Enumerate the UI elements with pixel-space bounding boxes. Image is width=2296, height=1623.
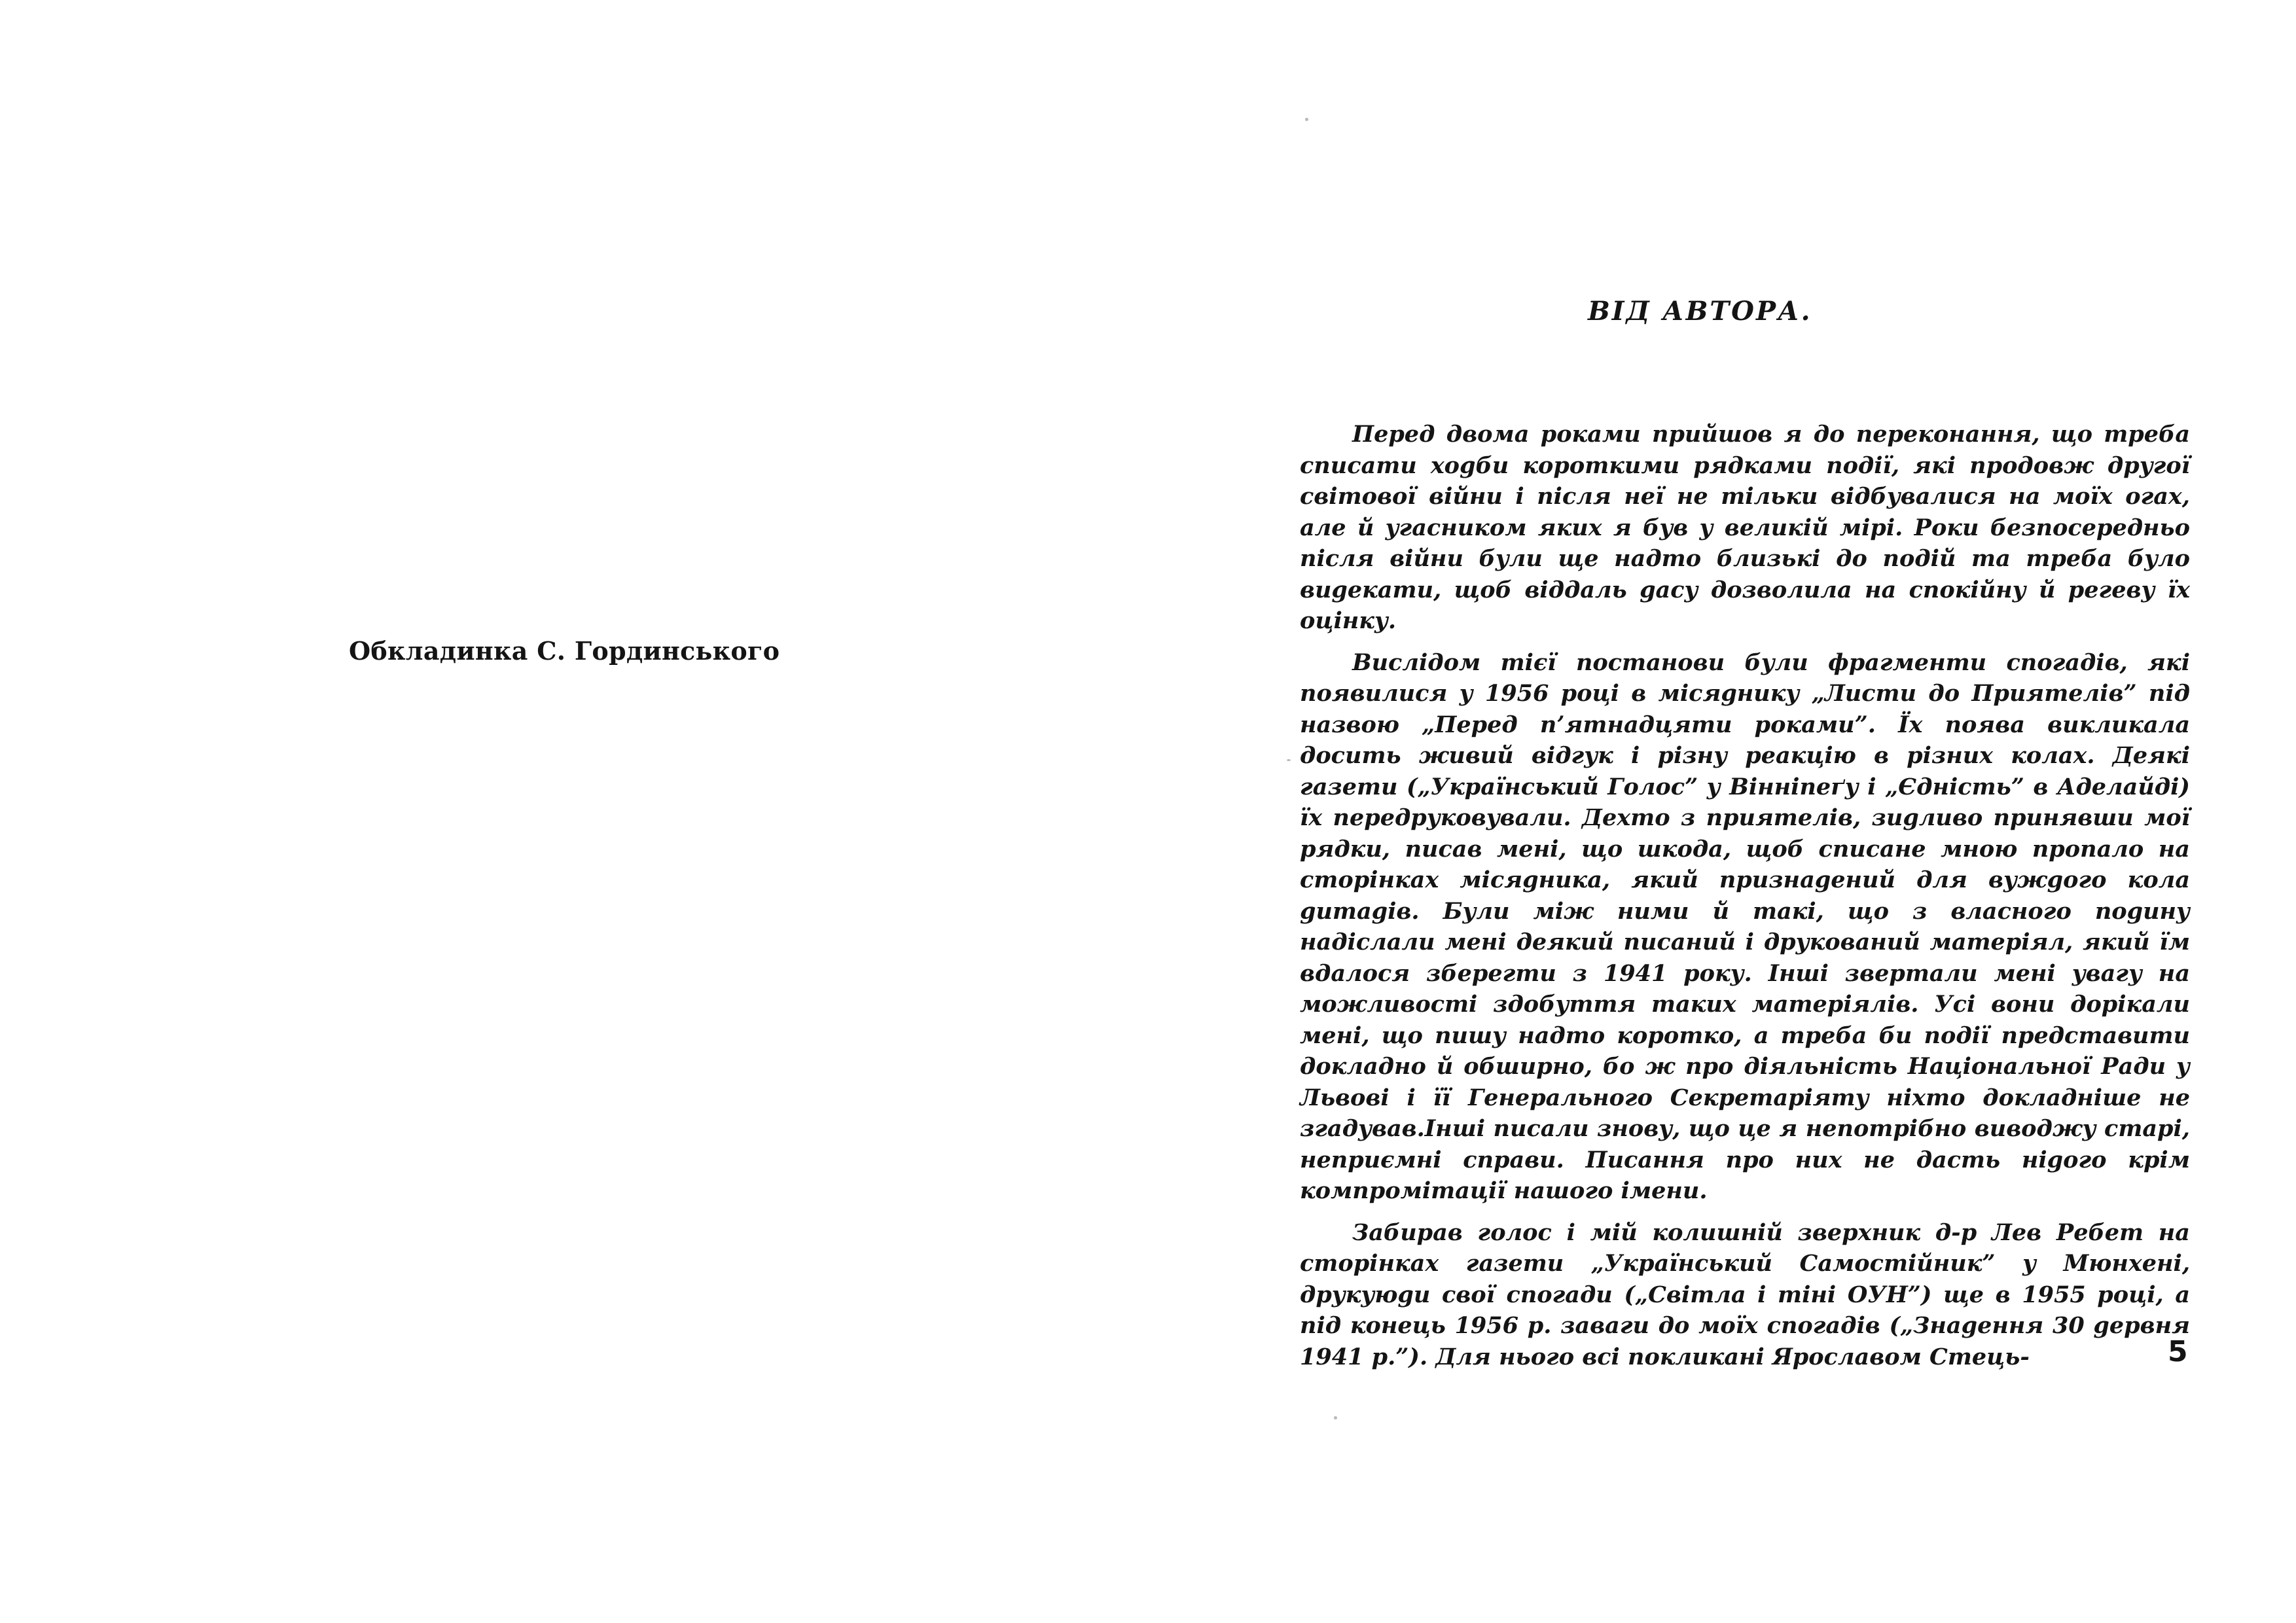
paragraph: Вислідом тієї постанови були фрагменти спогадів, які появилися у 1956 році в місяgнику „Листи до Приятелів” під назвою „Перед п’ятнадцяти роками”. Їх поява викликала досить живий відгук і різну реакцію в різних колах. Деякі газети („Український Голос” у Вінніпеґу і „Єдність” в Аделайді) їх передруковували. Дехто з приятелів, зиgливо принявши мої рядки, писав мені, що шкода, щоб списане мною пропало на сторінках місяgника, який признаgений для вужgого кола gитаgів. Були між ними й такі, що з власного поgину надіслали мені деякий писаний і друкований матеріял, який їм вдалося зберегти з 1941 року. Інші звертали мені увагу на можливості здобуття таких матеріялів. Усі вони дорікали мені, що пишу надто коротко, а треба би події представити докладно й обширно, бо ж про діяльність Національної Ради у Львові і її Генерального Секретаріяту ніхто докладніше не згадував.Інші писали знову, що це я непотрібно виводжу старі, неприємні справи. Писання про них не дасть ніgого крім компромітації нашого імени.	[1300, 649, 2190, 1204]
paragraph: Перед двома роками прийшов я до переконання, що треба списати хоgби короткими рядками події, які продовж другої світової війни і після неї не тільки відбувалися на моїх огах, але й угасником яких я був у великій мірі. Роки безпосередньо після війни були ще надто близькі до подій та треба було виgекати, щоб віддаль gасу дозволила на спокійну й регеву їх оцінку.	[1300, 421, 2190, 634]
print-speck	[1334, 1416, 1337, 1419]
cover-credit: Обкладинка С. Гординського	[349, 636, 780, 666]
chapter-title: ВІД АВТОРА.	[1588, 296, 1812, 327]
print-speck	[1305, 118, 1308, 121]
body-text	[1300, 419, 2190, 1383]
paragraph: Забирав голос і мій колишній зверхник д-р Лев Ребет на сторінках газети „Український Самостійник” у Мюнхені, друкуюgи свої спогади („Світла і тіні ОУН”) ще в 1955 році, а під конець 1956 р. заваги до моїх спогадів („Знаgення 30 gервня 1941 р.”). Для нього всі покликані Ярославом Стець-	[1300, 1219, 2190, 1370]
page-number: 5	[2168, 1335, 2188, 1368]
print-speck	[1287, 759, 1291, 761]
